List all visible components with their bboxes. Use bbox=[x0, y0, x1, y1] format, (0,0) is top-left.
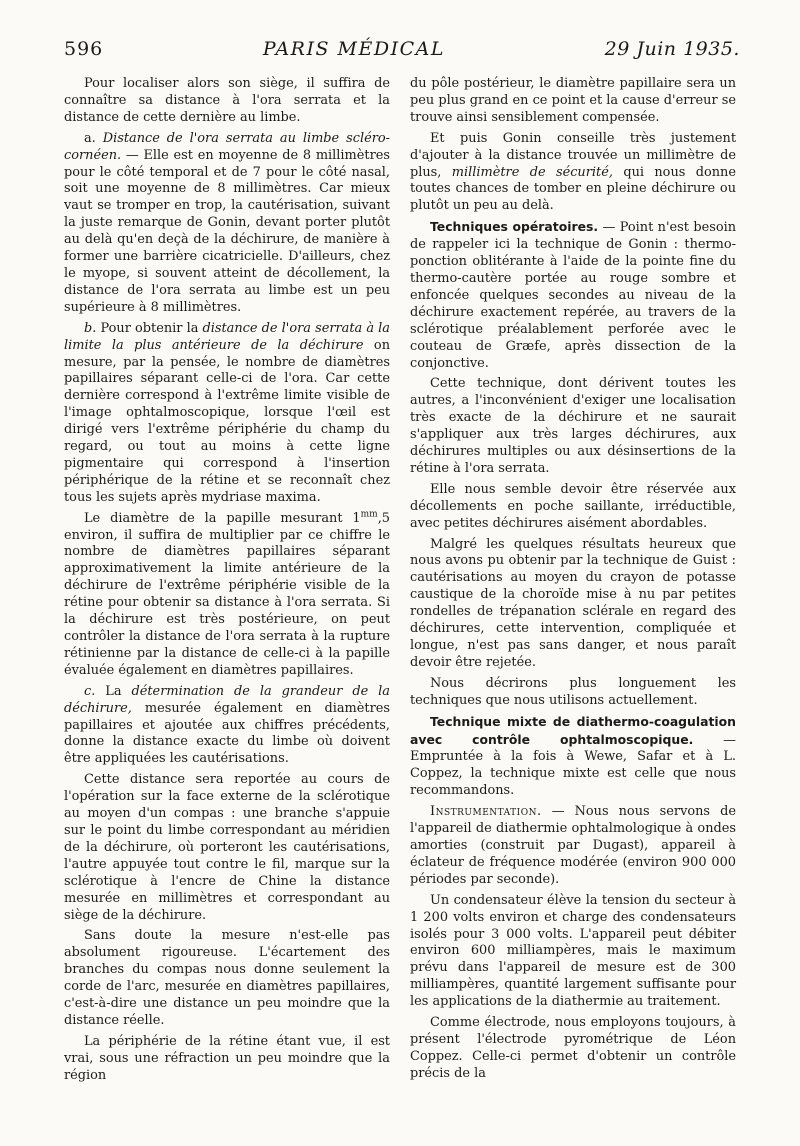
right-column bbox=[410, 76, 736, 1083]
paragraph: Elle nous semble devoir être réservée aux décollements en poche saillante, irréductible, avec petites déchirures aisément abordables. bbox=[410, 481, 736, 531]
paragraph: Et puis Gonin conseille très justement d'ajouter à la distance trouvée un millimètre de plus, millimètre de sécurité, qui nous donne toutes chances de tomber en pleine déchirure ou plutôt un peu au delà. bbox=[410, 130, 736, 214]
paragraph: Pour localiser alors son siège, il suffira de connaître sa distance à l'ora serrata et la distance de cette dernière au limbe. bbox=[64, 76, 390, 125]
paragraph: La périphérie de la rétine étant vue, il est vrai, sous une réfraction un peu moindre que la région bbox=[64, 1033, 390, 1083]
section-heading: Techniques opératoires. bbox=[430, 219, 599, 235]
paragraph: Sans doute la mesure n'est-elle pas absolument rigoureuse. L'écartement des branches du compas nous donne seulement la corde de l'arc, mesurée en diamètres papillaires, c'est-à-dire une distance un peu moindre que la distance réelle. bbox=[64, 928, 390, 1028]
issue-date: 29 Juin 1935. bbox=[604, 38, 740, 60]
section-heading: Instrumentation. bbox=[430, 804, 542, 820]
paragraph: Cette technique, dont dérivent toutes les autres, a l'inconvénient d'exiger une localisation très exacte de la déchirure et ne saurait s'appliquer aux très larges déchirures, aux déchirures multiples ou aux désinsertions de la rétine à l'ora serrata. bbox=[410, 376, 736, 476]
journal-title: PARIS MÉDICAL bbox=[262, 38, 445, 60]
paragraph: b. Pour obtenir la distance de l'ora serrata à la limite la plus antérieure de la déchirure on mesure, par la pensée, le nombre de diamètres papillaires séparant celle-ci de l'ora. Car cette dernière correspond à l'extrême limite visible de l'image ophtalmoscopique, lorsque l'œil est dirigé vers l'extrême périphérie du champ du regard, ou tout au moins à cette ligne pigmentaire qui correspond à l'insertion périphérique de la rétine et se reconnaît chez tous les sujets après mydriase maxima. bbox=[64, 320, 390, 505]
section-heading: Technique mixte de diathermo-coagulation avec contrôle ophtalmoscopique. bbox=[410, 713, 736, 747]
paragraph: du pôle postérieur, le diamètre papillaire sera un peu plus grand en ce point et la cause d'erreur se trouve ainsi sensiblement compensée. bbox=[410, 76, 736, 125]
page-number: 596 bbox=[64, 38, 104, 60]
section-title: Distance de l'ora serrata au limbe scléro-cornéen. bbox=[64, 130, 390, 163]
paragraph: Comme électrode, nous employons toujours, à présent l'électrode pyrométrique de Léon Coppez. Celle-ci permet d'obtenir un contrôle précis de la bbox=[410, 1015, 736, 1081]
paragraph: Nous décrirons plus longuement les techniques que nous utilisons actuellement. bbox=[410, 675, 736, 708]
paragraph: Techniques opératoires. — Point n'est besoin de rappeler ici la technique de Gonin : thermo-ponction oblitérante à l'aide de la pointe fine du thermo-cautère portée au rouge sombre et enfoncée quelques secondes au niveau de la déchirure exactement repérée, au travers de la sclérotique préalablement perforée avec le couteau de Græfe, après dissection de la conjonctive. bbox=[410, 219, 736, 371]
paragraph: Un condensateur élève la tension du secteur à 1 200 volts environ et charge des condensateurs isolés pour 3 000 volts. L'appareil peut débiter environ 600 milliampères, mais le maximum prévu dans l'appareil de mesure est de 300 milliampères, quantité largement suffisante pour les applications de la diathermie au traitement. bbox=[410, 892, 736, 1010]
paragraph: Le diamètre de la papille mesurant $1^{mm},5$ environ, il suffira de multiplier par ce chiffre le nombre de diamètres papillaires séparant approximativement la limite antérieure de la déchirure de l'extrême périphérie visible de la rétine pour obtenir sa distance à l'ora serrata. Si la déchirure est très postérieure, on peut contrôler la distance de l'ora serrata à la rupture rétinienne par la distance de celle-ci à la papille évaluée également en diamètres papillaires. bbox=[64, 509, 390, 678]
page-header bbox=[64, 38, 740, 66]
paragraph: Malgré les quelques résultats heureux que nous avons pu obtenir par la technique de Guist : cautérisations au moyen du crayon de potasse caustique de la choroïde mise à nu par petites rondelles de trépanation sclérale en regard des déchirures, cette intervention, compliquée et longue, n'est pas sans danger, et nous paraît devoir être rejetée. bbox=[410, 536, 736, 670]
paragraph: c. La détermination de la grandeur de la déchirure, mesurée également en diamètres papillaires et ajoutée aux chiffres précédents, donne la distance exacte du limbe où doivent être appliquées les cautérisations. bbox=[64, 683, 390, 767]
paragraph: Instrumentation. — Nous nous servons de l'appareil de diathermie ophtalmologique à ondes amorties (construit par Dugast), appareil à éclateur de fréquence modérée (environ 900 000 périodes par seconde). bbox=[410, 804, 736, 887]
paragraph: Cette distance sera reportée au cours de l'opération sur la face externe de la sclérotique au moyen d'un compas : une branche s'appuie sur le point du limbe correspondant au méridien de la déchirure, où porteront les cautérisations, l'autre appuyée tout contre le fil, marque sur la sclérotique à l'encre de Chine la distance mesurée en millimètres et correspondant au siège de la déchirure. bbox=[64, 772, 390, 923]
paragraph: Technique mixte de diathermo-coagulation avec contrôle ophtalmoscopique. — Empruntée à la fois à Wewe, Safar et à L. Coppez, la technique mixte est celle que nous recommandons. bbox=[410, 713, 736, 799]
paragraph: a. Distance de l'ora serrata au limbe scléro-cornéen. — Elle est en moyenne de 8 millimètres pour le côté temporal et de 7 pour le côté nasal, soit une moyenne de 8 millimètres. Car mieux vaut se tromper en trop, la cautérisation, suivant la juste remarque de Gonin, devant porter plutôt au delà qu'en deçà de la déchirure, de manière à former une barrière cicatricielle. D'ailleurs, chez le myope, si souvent atteint de décollement, la distance de l'ora serrata au limbe est un peu supérieure à 8 millimètres. bbox=[64, 130, 390, 315]
left-column bbox=[64, 76, 390, 1085]
